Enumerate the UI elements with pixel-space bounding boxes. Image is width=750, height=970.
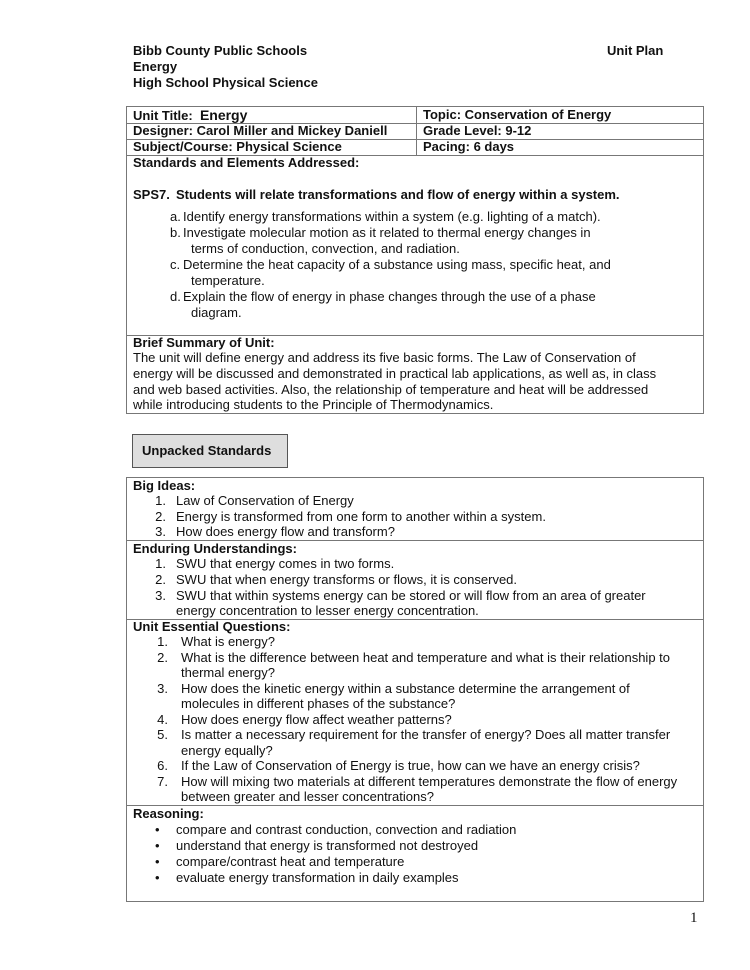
question-item: How will mixing two materials at different temperatures demonstrate the flow of energy — [181, 774, 678, 789]
list-number: 2. — [155, 509, 166, 524]
element-letter: b. — [170, 225, 181, 240]
summary-heading: Brief Summary of Unit: — [133, 335, 275, 350]
question-item: How does energy flow affect weather patterns? — [181, 712, 452, 727]
column-divider — [416, 106, 417, 155]
bullet-icon: • — [155, 838, 160, 853]
element-text: temperature. — [191, 273, 265, 288]
question-item: between greater and lesser concentrations? — [181, 789, 434, 804]
list-number: 2. — [155, 572, 166, 587]
summary-line: and web based activities. Also, the relationship of temperature and heat will be addressed — [133, 382, 649, 397]
element-text: diagram. — [191, 305, 242, 320]
question-item: If the Law of Conservation of Energy is true, how can we have an energy crisis? — [181, 758, 640, 773]
question-item: thermal energy? — [181, 665, 275, 680]
enduring-item: SWU that within systems energy can be stored or will flow from an area of greater — [176, 588, 646, 603]
question-item: What is energy? — [181, 634, 275, 649]
element-text: Determine the heat capacity of a substance using mass, specific heat, and — [183, 257, 611, 272]
element-text: Identify energy transformations within a system (e.g. lighting of a match). — [183, 209, 601, 224]
enduring-item: energy concentration to lesser energy concentration. — [176, 603, 479, 618]
unit-title-label: Unit Title: — [133, 108, 193, 123]
designer-cell: Designer: Carol Miller and Mickey Daniell — [133, 123, 388, 138]
list-number: 7. — [157, 774, 168, 789]
questions-heading: Unit Essential Questions: — [133, 619, 291, 634]
page-number: 1 — [690, 910, 698, 926]
bullet-icon: • — [155, 822, 160, 837]
big-ideas-heading: Big Ideas: — [133, 478, 196, 493]
big-idea-item: Energy is transformed from one form to another within a system. — [176, 509, 546, 524]
list-number: 3. — [155, 588, 166, 603]
enduring-item: SWU that energy comes in two forms. — [176, 556, 395, 571]
question-item: What is the difference between heat and temperature and what is their relationship to — [181, 650, 670, 665]
element-letter: c. — [170, 257, 181, 272]
element-text: Investigate molecular motion as it related to thermal energy changes in — [183, 225, 591, 240]
bullet-icon: • — [155, 870, 160, 885]
list-number: 4. — [157, 712, 168, 727]
list-number: 6. — [157, 758, 168, 773]
summary-line: The unit will define energy and address its five basic forms. The Law of Conservation of — [133, 350, 636, 365]
list-number: 3. — [157, 681, 168, 696]
question-item: How does the kinetic energy within a substance determine the arrangement of — [181, 681, 630, 696]
reasoning-item: compare/contrast heat and temperature — [176, 854, 405, 869]
unpacked-standards-label: Unpacked Standards — [132, 434, 288, 468]
bullet-icon: • — [155, 854, 160, 869]
enduring-item: SWU that when energy transforms or flows, it is conserved. — [176, 572, 518, 587]
subject-name: Energy — [133, 59, 178, 74]
big-idea-item: How does energy flow and transform? — [176, 524, 395, 539]
pacing-cell: Pacing: 6 days — [423, 139, 515, 154]
element-letter: a. — [170, 209, 181, 224]
list-number: 1. — [155, 493, 166, 508]
question-item: Is matter a necessary requirement for the transfer of energy? Does all matter transfer — [181, 727, 671, 742]
summary-line: while introducing students to the Principle of Thermodynamics. — [133, 397, 494, 412]
standards-heading: Standards and Elements Addressed: — [133, 155, 360, 170]
reasoning-item: understand that energy is transformed not destroyed — [176, 838, 479, 853]
unit-title-cell — [133, 107, 247, 124]
element-letter: d. — [170, 289, 181, 304]
question-item: energy equally? — [181, 743, 273, 758]
grade-level-cell: Grade Level: 9-12 — [423, 123, 532, 138]
course-name: High School Physical Science — [133, 75, 318, 90]
topic-cell: Topic: Conservation of Energy — [423, 107, 612, 122]
element-text: Explain the flow of energy in phase changes through the use of a phase — [183, 289, 596, 304]
divider — [126, 805, 704, 806]
enduring-heading: Enduring Understandings: — [133, 541, 297, 556]
list-number: 1. — [155, 556, 166, 571]
subject-course-cell: Subject/Course: Physical Science — [133, 139, 342, 154]
doc-type: Unit Plan — [607, 43, 664, 58]
question-item: molecules in different phases of the substance? — [181, 696, 456, 711]
list-number: 5. — [157, 727, 168, 742]
reasoning-item: compare and contrast conduction, convection and radiation — [176, 822, 517, 837]
district-name: Bibb County Public Schools — [133, 43, 308, 58]
list-number: 2. — [157, 650, 168, 665]
reasoning-heading: Reasoning: — [133, 806, 204, 821]
unit-title-value: Energy — [199, 107, 248, 123]
element-text: terms of conduction, convection, and radiation. — [191, 241, 460, 256]
reasoning-item: evaluate energy transformation in daily examples — [176, 870, 459, 885]
list-number: 1. — [157, 634, 168, 649]
list-number: 3. — [155, 524, 166, 539]
big-idea-item: Law of Conservation of Energy — [176, 493, 354, 508]
standard-code: SPS7. — [133, 187, 170, 202]
standard-text: Students will relate transformations and flow of energy within a system. — [176, 187, 620, 202]
summary-line: energy will be discussed and demonstrated in practical lab applications, as well as, in class — [133, 366, 657, 381]
